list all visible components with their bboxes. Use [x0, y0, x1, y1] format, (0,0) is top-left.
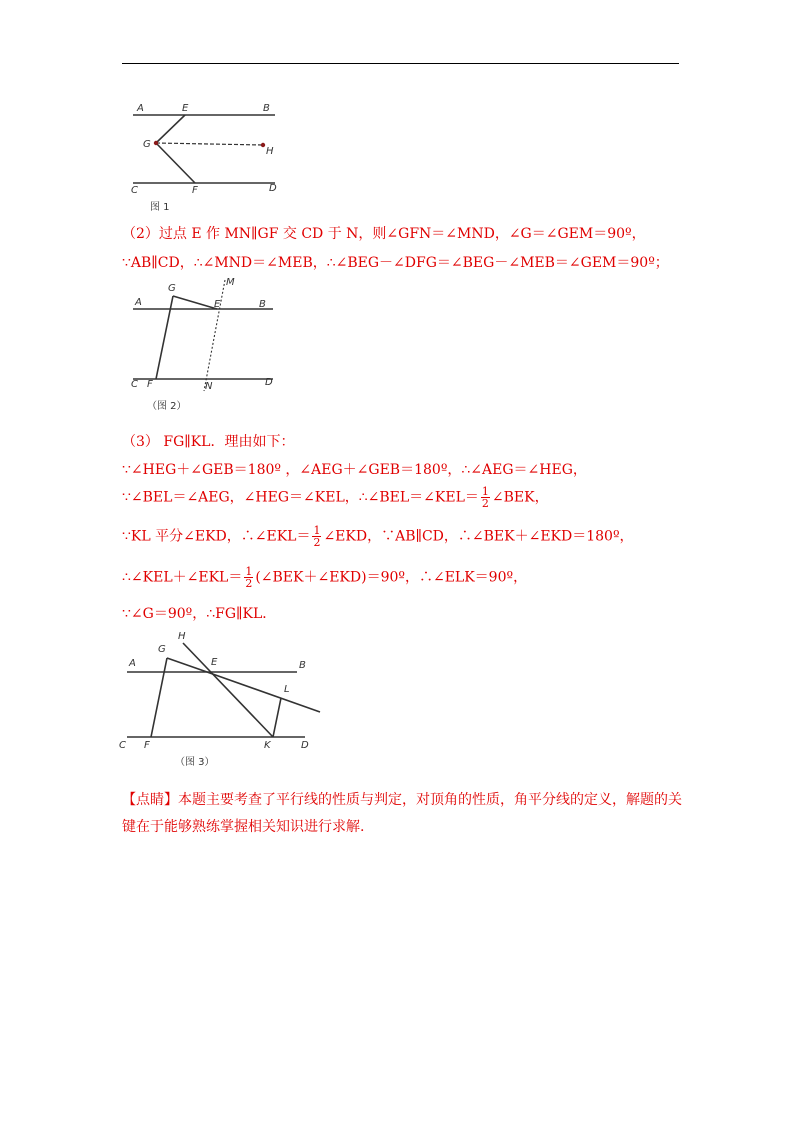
segment-gf: [156, 143, 195, 183]
label-b: B: [259, 299, 266, 310]
label-f: F: [147, 379, 153, 390]
line-5-text-a: ∵∠BEL＝∠AEG，∠HEG＝∠KEL，∴∠BEL＝∠KEL＝: [122, 489, 479, 506]
fraction-half: $\frac{1}{2}$: [313, 524, 321, 549]
solution-line-2: ∵AB∥CD，∴∠MND＝∠MEB，∴∠BEG－∠DFG＝∠BEG－∠MEB＝∠GEM＝90º；: [122, 255, 669, 271]
label-a: A: [135, 297, 142, 308]
line-5-text-b: ∠BEK，: [491, 489, 549, 506]
segment-kl: [273, 698, 281, 737]
label-c: C: [119, 740, 126, 751]
label-e: E: [211, 657, 218, 668]
label-g: G: [168, 283, 176, 294]
header-rule: [122, 63, 679, 64]
line-mn: [204, 280, 225, 391]
point-h: [261, 143, 265, 147]
line-7-text-b: (∠BEK＋∠EKD)＝90º，∴∠ELK＝90º，: [255, 569, 528, 586]
solution-line-1: （2）过点 E 作 MN∥GF 交 CD 于 N，则∠GFN＝∠MND，∠G＝∠GEM＝90º，: [122, 226, 646, 242]
line-6-text-a: ∵KL 平分∠EKD，∴∠EKL＝: [122, 528, 311, 545]
segment-gf: [151, 658, 167, 737]
fraction-half: $\frac{1}{2}$: [245, 565, 253, 590]
label-h: H: [266, 146, 274, 157]
fig2-caption: （图 2）: [147, 401, 187, 412]
line-6-text-b: ∠EKD，∵AB∥CD，∴∠BEK＋∠EKD＝180º，: [323, 528, 634, 545]
line-el: [207, 672, 320, 712]
label-d: D: [265, 377, 273, 388]
fraction-half: $\frac{1}{2}$: [481, 485, 489, 510]
line-7-text-a: ∴∠KEL＋∠EKL＝: [122, 569, 243, 586]
label-a: A: [129, 658, 136, 669]
figure-1: [125, 98, 285, 216]
label-d: D: [269, 183, 277, 194]
label-g: G: [143, 139, 151, 150]
label-f: F: [192, 185, 198, 196]
label-e: E: [214, 299, 221, 310]
solution-line-3: （3） FG∥KL．理由如下：: [122, 434, 295, 450]
figure-2: [125, 275, 285, 415]
label-m: M: [226, 277, 235, 288]
label-f: F: [144, 740, 150, 751]
point-g: [154, 141, 158, 145]
label-c: C: [131, 379, 138, 390]
commentary-note: 【点睛】本题主要考查了平行线的性质与判定，对顶角的性质，角平分线的定义，解题的关键在于能够熟练掌握相关知识进行求解.: [122, 792, 682, 835]
segment-gh: [156, 143, 263, 145]
figure-3: [115, 628, 325, 772]
solution-line-7: [122, 566, 527, 589]
label-e: E: [182, 103, 189, 114]
fig1-caption: 图 1: [150, 202, 170, 213]
solution-line-8: ∵∠G＝90º，∴FG∥KL．: [122, 606, 277, 622]
label-c: C: [131, 185, 138, 196]
label-h: H: [178, 631, 186, 642]
label-l: L: [284, 684, 290, 695]
solution-line-5: [122, 486, 549, 509]
label-b: B: [299, 660, 306, 671]
solution-line-6: [122, 525, 634, 548]
label-n: N: [205, 381, 213, 392]
segment-ge: [167, 658, 207, 672]
label-d: D: [301, 740, 309, 751]
label-b: B: [263, 103, 270, 114]
segment-ge: [173, 296, 217, 309]
fig3-caption: （图 3）: [175, 757, 215, 768]
label-g: G: [158, 644, 166, 655]
label-k: K: [264, 740, 271, 751]
label-a: A: [137, 103, 144, 114]
segment-eg: [156, 115, 185, 143]
solution-line-4: ∵∠HEG＋∠GEB＝180º ，∠AEG＋∠GEB＝180º，∴∠AEG＝∠HEG，: [122, 462, 587, 478]
